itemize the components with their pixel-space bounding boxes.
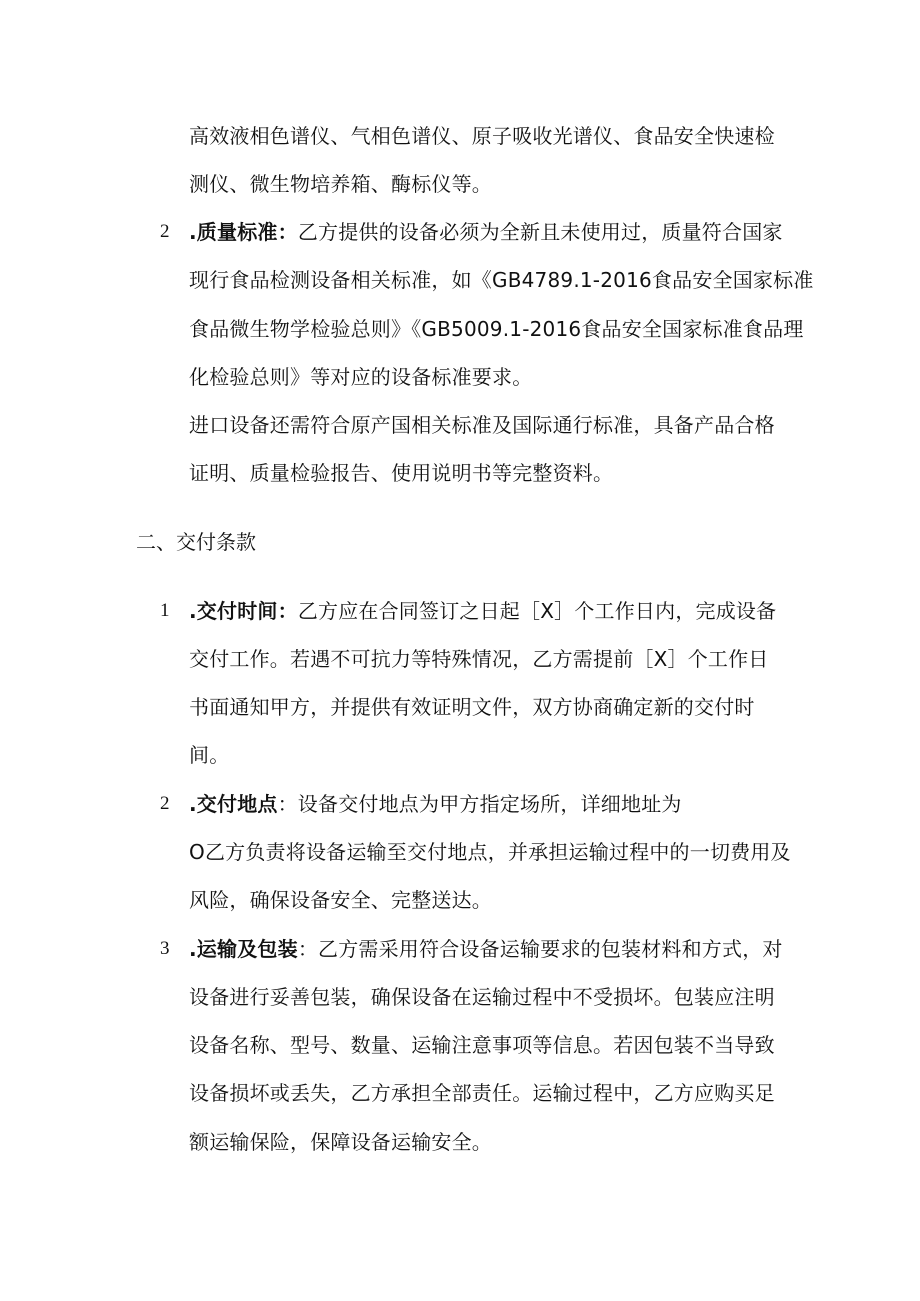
intro-line-2: 测仪、微生物培养箱、酶标仪等。 [189, 172, 492, 196]
delivery-time-line-3: 书面通知甲方，并提供有效证明文件，双方协商确定新的交付时 [189, 695, 755, 719]
delivery-place-line-1 [189, 790, 682, 818]
section-heading-delivery: 二、交付条款 [136, 530, 256, 554]
transport-line-3: 设备名称、型号、数量、运输注意事项等信息。若因包装不当导致 [189, 1033, 775, 1057]
delivery-time-line-1 [189, 597, 776, 625]
quality-clause-lead: .质量标准： [189, 220, 298, 244]
quality-clause-text-1: 乙方提供的设备必须为全新且未使用过，质量符合国家 [297, 220, 783, 244]
transport-line-2: 设备进行妥善包装，确保设备在运输过程中不受损坏。包装应注明 [189, 985, 775, 1009]
delivery-place-line-3: 风险，确保设备安全、完整送达。 [189, 888, 492, 912]
delivery-time-number: 1 [160, 600, 170, 621]
quality-clause-line-4: 化检验总则》等对应的设备标准要求。 [189, 365, 533, 389]
transport-line-4: 设备损坏或丢失，乙方承担全部责任。运输过程中，乙方应购买足 [189, 1081, 775, 1105]
transport-number: 3 [160, 938, 170, 959]
transport-lead: .运输及包装 [189, 937, 298, 961]
intro-line-1: 高效液相色谱仪、气相色谱仪、原子吸收光谱仪、食品安全快速检 [189, 124, 775, 148]
transport-text-1: ：乙方需采用符合设备运输要求的包装材料和方式，对 [297, 937, 783, 961]
delivery-place-number: 2 [160, 793, 170, 814]
transport-line-1 [189, 935, 783, 963]
quality-clause-number: 2 [160, 221, 170, 242]
delivery-time-lead: .交付时间： [189, 599, 298, 623]
delivery-time-text-1: 乙方应在合同签订之日起［X］个工作日内，完成设备 [297, 599, 777, 623]
delivery-time-line-4: 间。 [189, 743, 230, 767]
quality-clause-line-3: 食品微生物学检验总则》《GB5009.1-2016食品安全国家标准食品理 [189, 317, 804, 341]
delivery-place-lead: .交付地点 [189, 792, 278, 816]
delivery-place-line-2: O乙方负责将设备运输至交付地点，并承担运输过程中的一切费用及 [189, 840, 791, 864]
quality-clause-line-5: 进口设备还需符合原产国相关标准及国际通行标准，具备产品合格 [189, 413, 775, 437]
quality-clause-line-2: 现行食品检测设备相关标准，如《GB4789.1-2016食品安全国家标准 [189, 268, 814, 292]
quality-clause-line-1 [189, 218, 783, 246]
delivery-time-line-2: 交付工作。若遇不可抗力等特殊情况，乙方需提前［X］个工作日 [189, 647, 769, 671]
delivery-place-text-1: ：设备交付地点为甲方指定场所，详细地址为 [277, 792, 682, 816]
transport-line-5: 额运输保险，保障设备运输安全。 [189, 1130, 492, 1154]
quality-clause-line-6: 证明、质量检验报告、使用说明书等完整资料。 [189, 461, 614, 485]
